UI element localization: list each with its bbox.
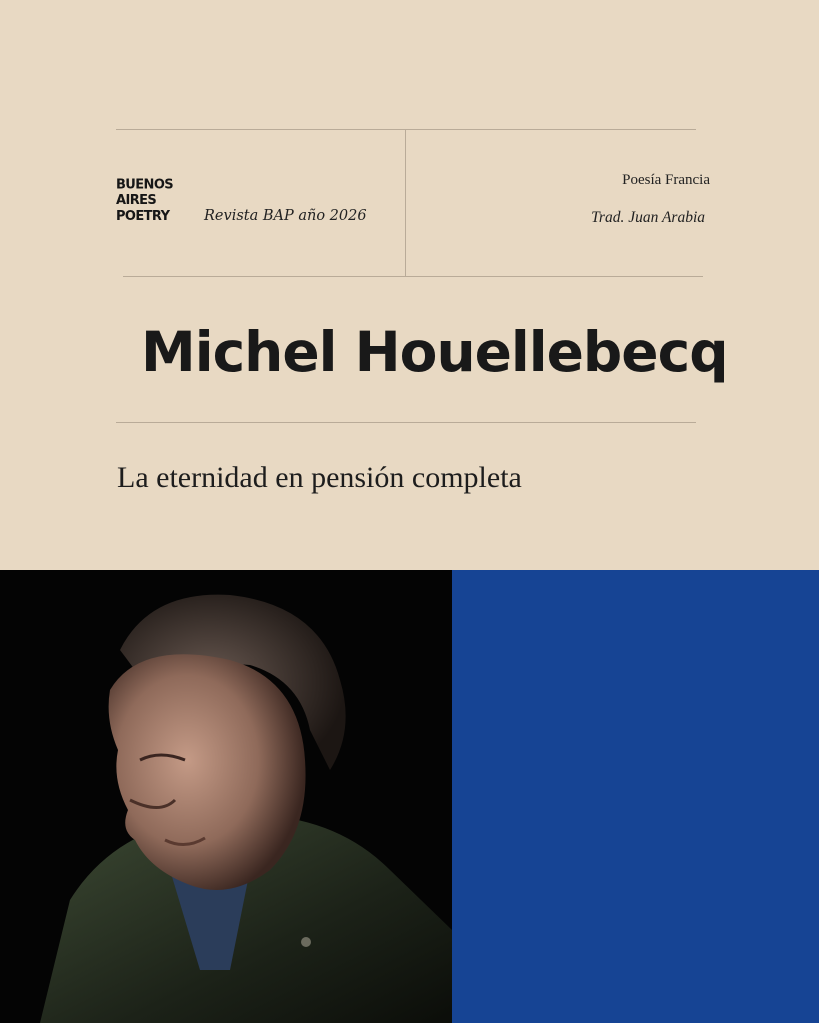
title-rule — [116, 422, 696, 423]
header-divider — [405, 129, 406, 276]
issue-label: Revista BAP año 2026 — [204, 208, 367, 224]
blue-color-block — [452, 570, 819, 1023]
buenos-aires-poetry-logo — [116, 177, 173, 224]
top-rule — [116, 129, 696, 130]
book-subtitle: La eternidad en pensión completa — [117, 461, 522, 494]
logo-line: AIRES — [116, 192, 157, 209]
category-label: Poesía Francia — [622, 172, 710, 188]
logo-line: BUENOS — [116, 176, 174, 193]
translator-credit: Trad. Juan Arabia — [591, 209, 705, 226]
portrait-illustration — [0, 570, 452, 1023]
author-name: Michel Houellebecq — [141, 320, 728, 384]
mid-rule — [123, 276, 703, 277]
logo-line: POETRY — [116, 208, 170, 225]
author-portrait-photo — [0, 570, 452, 1023]
